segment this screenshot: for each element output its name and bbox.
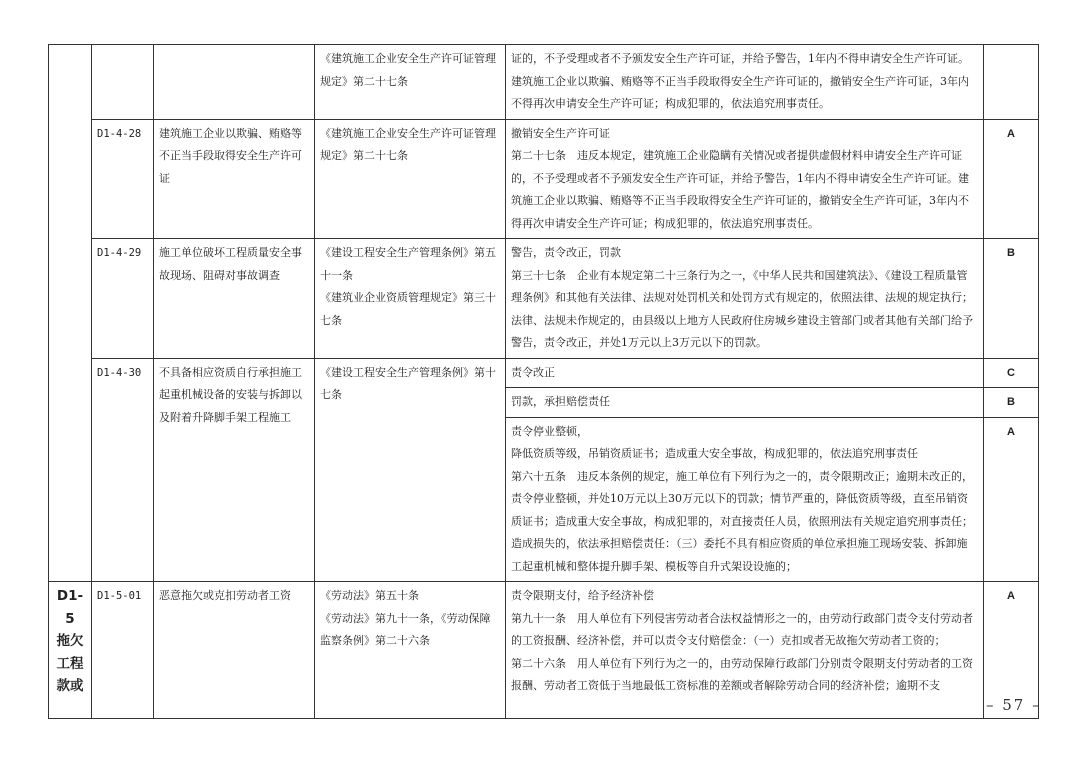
table-row bbox=[49, 358, 1039, 388]
legal-basis-line: 《劳动法》第九十一条，《劳动保障监察条例》第二十六条 bbox=[320, 611, 491, 647]
penalty-cell bbox=[506, 417, 984, 582]
penalty-title: 警告，责令改正，罚款 bbox=[511, 246, 621, 259]
item-description bbox=[154, 45, 315, 120]
penalty-text: 第九十一条 用人单位有下列侵害劳动者合法权益情形之一的，由劳动行政部门责令支付劳动者的工资报酬、经济补偿，并可以责令支付赔偿金：（一）克扣或者无故拖欠劳动者工资的； bbox=[511, 611, 973, 647]
item-code: D1-4-28 bbox=[92, 119, 154, 239]
legal-basis-line: 《建筑施工企业安全生产许可证管理规定》第二十七条 bbox=[320, 52, 496, 88]
penalty-title: 责令限期支付，给予经济补偿 bbox=[511, 589, 654, 602]
category-cell bbox=[49, 582, 92, 719]
legal-basis bbox=[315, 358, 506, 582]
item-code bbox=[92, 45, 154, 120]
severity-grade: A bbox=[984, 417, 1039, 582]
penalty-title: 责令停业整顿， bbox=[511, 424, 588, 438]
item-code: D1-5-01 bbox=[92, 582, 154, 719]
item-description: 施工单位破坏工程质量安全事故现场、阻碍对事故调查 bbox=[154, 239, 315, 359]
penalty-cell bbox=[506, 119, 984, 239]
table-row bbox=[49, 239, 1039, 359]
legal-basis-line: 《建筑业企业资质管理规定》第三十七条 bbox=[320, 291, 496, 327]
penalty-cell bbox=[506, 239, 984, 359]
severity-grade bbox=[984, 45, 1039, 120]
legal-basis-line: 《建筑施工企业安全生产许可证管理规定》第二十七条 bbox=[320, 126, 496, 162]
legal-basis bbox=[315, 119, 506, 239]
table-row bbox=[49, 119, 1039, 239]
page-number: – 57 – bbox=[986, 696, 1042, 714]
item-code: D1-4-30 bbox=[92, 358, 154, 582]
legal-basis bbox=[315, 45, 506, 120]
category-cell-empty bbox=[49, 45, 92, 582]
regulation-table bbox=[48, 44, 1039, 719]
penalty-title: 撤销安全生产许可证 bbox=[511, 126, 610, 140]
severity-grade: A bbox=[984, 582, 1039, 719]
penalty-text: 第三十七条 企业有本规定第二十三条行为之一，《中华人民共和国建筑法》、《建设工程质量管理条例》和其他有关法律、法规对处罚机关和处罚方式有规定的，依照法律、法规的规定执行；法律、法规未作规定的，由县级以上地方人民政府住房城乡建设主管部门或者其他有关部门给予警告，责令改正，并处1万元以上3万元以下的罚款。 bbox=[511, 268, 973, 349]
penalty-text: 罚款，承担赔偿责任 bbox=[506, 388, 984, 418]
legal-basis bbox=[315, 239, 506, 359]
item-description: 恶意拖欠或克扣劳动者工资 bbox=[154, 582, 315, 719]
penalty-text: 第二十六条 用人单位有下列行为之一的，由劳动保障行政部门分别责令限期支付劳动者的工资报酬、劳动者工资低于当地最低工资标准的差额或者解除劳动合同的经济补偿；逾期不支 bbox=[511, 656, 973, 692]
category-label: 款或 bbox=[56, 678, 84, 694]
legal-basis-line: 《建设工程安全生产管理条例》第十七条 bbox=[320, 365, 496, 401]
legal-basis-line: 《劳动法》第五十条 bbox=[320, 589, 419, 602]
category-label: 工程 bbox=[56, 655, 84, 672]
severity-grade: B bbox=[984, 388, 1039, 418]
legal-basis-line: 《建设工程安全生产管理条例》第五十一条 bbox=[320, 246, 496, 282]
severity-grade: B bbox=[984, 239, 1039, 359]
legal-basis bbox=[315, 582, 506, 719]
table-row bbox=[49, 45, 1039, 120]
severity-grade: C bbox=[984, 358, 1039, 388]
category-code: D1-5 bbox=[56, 588, 84, 627]
table-row bbox=[49, 582, 1039, 719]
penalty-text: 第二十七条 违反本规定，建筑施工企业隐瞒有关情况或者提供虚假材料申请安全生产许可证的，不予受理或者不予颁发安全生产许可证，并给予警告，1年内不得申请安全生产许可证。建筑施工企业以欺骗、贿赂等不正当手段取得安全生产许可证的，撤销安全生产许可证，3年内不得再次申请安全生产许可证；构成犯罪的，依法追究刑事责任。 bbox=[511, 149, 969, 230]
category-label: 拖欠 bbox=[56, 633, 84, 649]
penalty-text: 证的，不予受理或者不予颁发安全生产许可证，并给予警告，1年内不得申请安全生产许可证。建筑施工企业以欺骗、贿赂等不正当手段取得安全生产许可证的，撤销安全生产许可证，3年内不得再次申请安全生产许可证；构成犯罪的，依法追究刑事责任。 bbox=[506, 45, 984, 120]
penalty-text: 责令改正 bbox=[506, 358, 984, 388]
penalty-cell bbox=[506, 582, 984, 719]
item-description: 不具备相应资质自行承担施工起重机械设备的安装与拆卸以及附着升降脚手架工程施工 bbox=[154, 358, 315, 582]
item-code: D1-4-29 bbox=[92, 239, 154, 359]
penalty-text: 第六十五条 违反本条例的规定，施工单位有下列行为之一的，责令限期改正；逾期未改正的，责令停业整顿，并处10万元以上30万元以下的罚款；情节严重的，降低资质等级，直至吊销资质证书；造成重大安全事故，构成犯罪的，对直接责任人员，依照刑法有关规定追究刑事责任；造成损失的，依法承担赔偿责任：（三）委托不具有相应资质的单位承担施工现场安装、拆卸施工起重机械和整体提升脚手架、模板等自升式架设设施的； bbox=[511, 469, 973, 573]
severity-grade: A bbox=[984, 119, 1039, 239]
penalty-subtitle: 降低资质等级，吊销资质证书；造成重大安全事故，构成犯罪的，依法追究刑事责任 bbox=[511, 447, 918, 460]
item-description: 建筑施工企业以欺骗、贿赂等不正当手段取得安全生产许可证 bbox=[154, 119, 315, 239]
